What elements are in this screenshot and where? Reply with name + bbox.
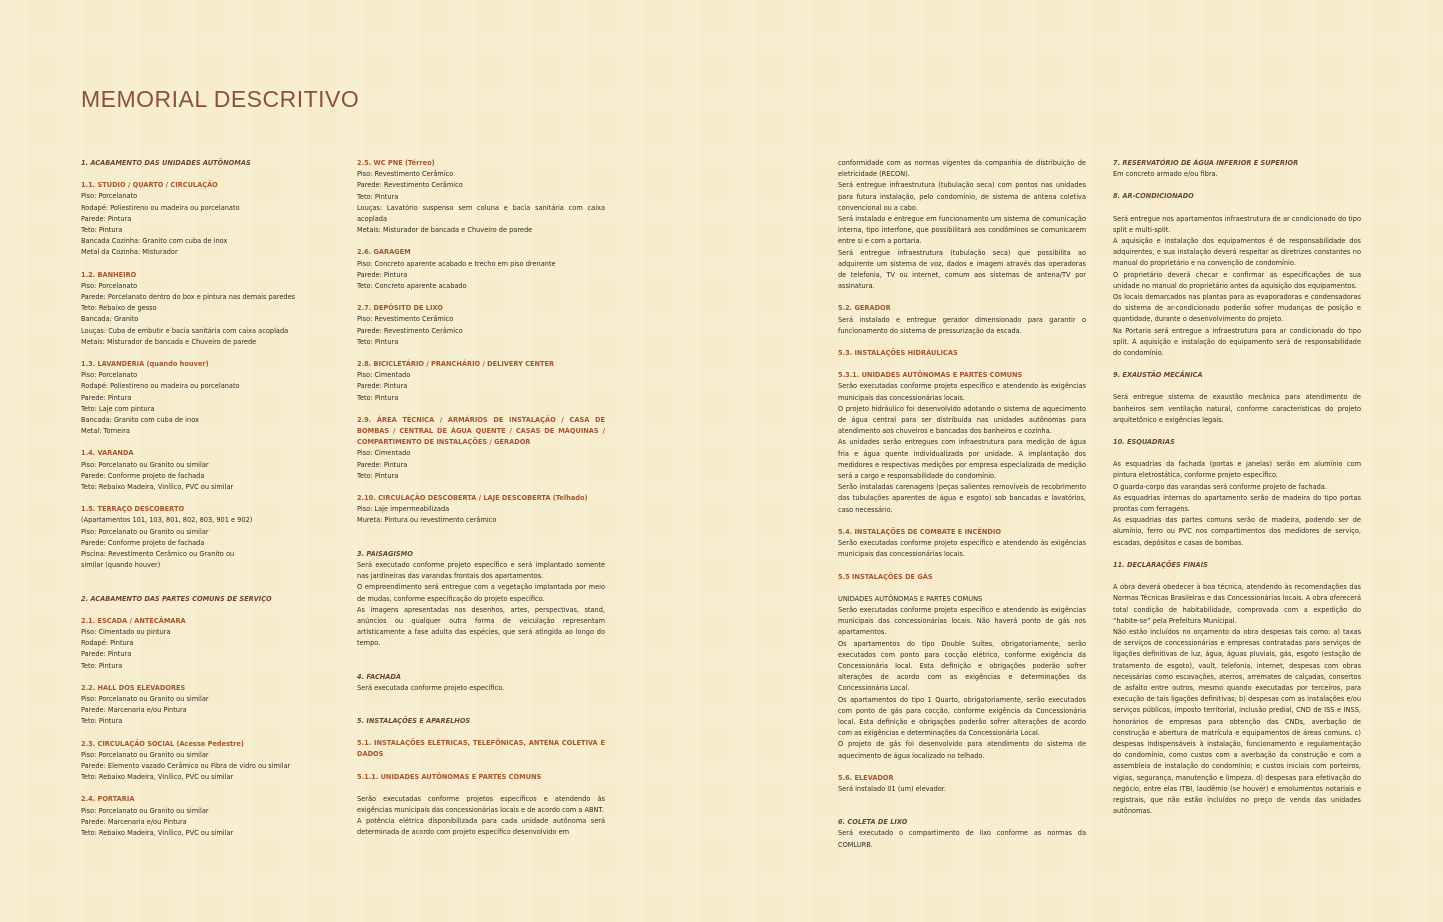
- body-text: Metais: Misturador de bancada e Chuveiro de parede: [357, 226, 533, 235]
- body-text: Teto: Pintura: [357, 192, 399, 201]
- body-text: Será executado o compartimento de lixo conforme as normas da COMLURB.: [838, 829, 1086, 849]
- text-column-2: [357, 158, 605, 839]
- spacer: [81, 493, 329, 504]
- body-text: Piscina: Revestimento Cerâmico ou Granito ou: [81, 550, 235, 559]
- subsection-heading: 2.4. PORTARIA: [81, 795, 135, 804]
- body-text: Parede: Marcenaria e/ou Pintura: [81, 817, 187, 826]
- page-title: MEMORIAL DESCRITIVO: [81, 86, 360, 112]
- spacer: [357, 527, 605, 538]
- body-text: Teto: Pintura: [357, 393, 399, 402]
- body-text: Piso: Porcelanato: [81, 192, 138, 201]
- body-text: Teto: Rebaixo Madeira, Vinílico, PVC ou similar: [81, 773, 234, 782]
- spacer: [838, 762, 1086, 773]
- subsection-heading: 5.6. ELEVADOR: [838, 773, 894, 782]
- subsection-heading: 2.9. ÁREA TÉCNICA / ARMÁRIOS DE INSTALAÇÃO / CASA DE BOMBAS / CENTRAL DE ÁGUA QUENTE / CASAS DE MÁQUINAS / COMPARTIMENTO DE INSTALAÇÕES / GERADOR: [357, 415, 605, 447]
- body-text: Teto: Pintura: [81, 717, 123, 726]
- section-heading: 4. FACHADA: [357, 672, 401, 681]
- spacer: [838, 359, 1086, 370]
- spacer: [357, 694, 605, 705]
- body-text: Bancada: Granito com cuba de inox: [81, 416, 199, 425]
- subsection-heading: 5.1.1. UNIDADES AUTÔNOMAS E PARTES COMUNS: [357, 772, 542, 781]
- subsection-heading: 5.1. INSTALAÇÕES ELÉTRICAS, TELEFÔNICAS, ANTENA COLETIVA E DADOS: [357, 739, 605, 759]
- spacer: [357, 705, 605, 716]
- body-text: Piso: Porcelanato ou Granito ou similar: [81, 527, 209, 536]
- body-text: (Apartamentos 101, 103, 801, 802, 803, 901 e 902): [81, 516, 253, 525]
- body-text: Em concreto armado e/ou fibra.: [1113, 170, 1218, 179]
- subsection-heading: 2.8. BICICLETÁRIO / PRANCHÁRIO / DELIVERY CENTER: [357, 360, 555, 369]
- body-text: Rodapé: Pintura: [81, 639, 134, 648]
- body-text: Bancada Cozinha: Granito com cuba de inox: [81, 237, 228, 246]
- body-text: As esquadrias da fachada (portas e janelas) serão em alumínio com pintura eletrostática, conforme projeto específico.: [1113, 460, 1361, 480]
- body-text: Será entregue nos apartamentos infraestrutura de ar condicionado do tipo split e multi-split.: [1113, 214, 1361, 234]
- spacer: [1113, 571, 1361, 582]
- body-text: Piso: Cimentado: [357, 371, 411, 380]
- body-text: Serão executadas conforme projetos específicos e atendendo às exigências municipais das concessionárias locais e de acordo com a ABNT.: [357, 794, 605, 814]
- section-heading: 3. PAISAGISMO: [357, 549, 413, 558]
- body-text: Metal: Torneira: [81, 427, 130, 436]
- spacer: [81, 169, 329, 180]
- body-text: Parede: Porcelanato dentro do box e pintura nas demais paredes: [81, 293, 296, 302]
- subsection-heading: 1.3. LAVANDERIA (quando houver): [81, 360, 209, 369]
- subsection-heading: 2.5. WC PNE (Térreo): [357, 159, 435, 167]
- spacer: [838, 561, 1086, 572]
- body-text: Metais: Misturador de bancada e Chuveiro de parede: [81, 337, 257, 346]
- spacer: [81, 583, 329, 594]
- body-text: Teto: Concreto aparente acabado: [357, 282, 467, 291]
- body-text: Teto: Pintura: [357, 471, 399, 480]
- body-text: Os locais demarcados nas plantas para as evaporadoras e condensadoras do sistema de ar-condicionado poderão sofrer mudanças de posição e quantidade, durante o desenvolvimento do projeto.: [1113, 293, 1361, 324]
- body-text: As esquadrias internas do apartamento serão de madeira do tipo portas prontas com ferragens.: [1113, 493, 1361, 514]
- text-column-4: [1113, 158, 1361, 817]
- body-text: Parede: Pintura: [81, 214, 132, 223]
- spacer: [1113, 359, 1361, 370]
- section-heading: 8. AR-CONDICIONADO: [1113, 192, 1194, 201]
- section-heading: 2. ACABAMENTO DAS PARTES COMUNS DE SERVIÇO: [81, 594, 272, 603]
- subsection-heading: 2.7. DEPÓSITO DE LIXO: [357, 304, 443, 313]
- body-text: Será entregue infraestrutura (tubulação seca) com pontos nas unidades para futura instalação, pelo condomínio, de sistema de antena coletiva convencional ou a cabo.: [838, 181, 1086, 212]
- subsection-heading: 2.6. GARAGEM: [357, 248, 411, 257]
- spacer: [1113, 381, 1361, 392]
- spacer: [357, 538, 605, 549]
- section-heading: 7. RESERVATÓRIO DE ÁGUA INFERIOR E SUPERIOR: [1113, 159, 1299, 167]
- body-text: Louças: Cuba de embutir e bacia sanitária com caixa acoplada: [81, 326, 289, 335]
- body-text: Teto: Rebaixo Madeira, Vinílico, PVC ou similar: [81, 828, 234, 837]
- spacer: [357, 404, 605, 415]
- body-text: Teto: Rebaixo de gesso: [81, 304, 157, 313]
- spacer: [357, 236, 605, 247]
- section-heading: 6. COLETA DE LIXO: [838, 818, 908, 827]
- body-text: Será instalado e entregue gerador dimensionado para garantir o funcionamento do sistema de pressurização da escada.: [838, 315, 1086, 335]
- body-text: A obra deverá obedecer à boa técnica, atendendo às recomendações das Normas Técnicas Brasileiras e das Concessionárias locais. A obra oferecerá total condição de habitabilidade, comprovada com a expedição do “habite-se” pela Prefeitura Municipal.: [1113, 583, 1361, 625]
- body-text: Piso: Porcelanato: [81, 371, 138, 380]
- subsection-heading: 1.1. STUDIO / QUARTO / CIRCULAÇÃO: [81, 181, 218, 190]
- spacer: [81, 348, 329, 359]
- section-heading: 11. DECLARAÇÕES FINAIS: [1113, 560, 1208, 569]
- body-text: Os apartamentos do tipo Double Suítes, obrigatoriamente, serão executados com ponto para cocção elétrico, conforme exigência da Concessionária local. Esta definição e obrigações poderão sofrer alterações de acordo com as exigências e determinações da Concessionária Local.: [838, 639, 1086, 693]
- subsection-heading: 5.5 INSTALAÇÕES DE GÁS: [838, 572, 933, 581]
- body-text: Serão instaladas carenagens (peças salientes removíveis de recobrimento das tubulações aparentes de água e esgoto) sob bancadas e lavatórios, caso necessário.: [838, 483, 1086, 514]
- subsection-heading: 5.3.1. UNIDADES AUTÔNOMAS E PARTES COMUNS: [838, 371, 1023, 380]
- body-text: Piso: Revestimento Cerâmico: [357, 170, 454, 179]
- body-text: O projeto hidráulico foi desenvolvido adotando o sistema de aquecimento de água central para ser distribuída nas unidades autônomas para atendimento aos chuveiros e bancadas dos banheiros e cozinha.: [838, 404, 1086, 436]
- subsection-heading: 5.2. GERADOR: [838, 304, 891, 313]
- subsection-heading: 5.4. INSTALAÇÕES DE COMBATE E INCÊNDIO: [838, 527, 1001, 536]
- section-heading: 5. INSTALAÇÕES E APARELHOS: [357, 716, 471, 725]
- section-heading: 9. EXAUSTÃO MECÂNICA: [1113, 371, 1203, 380]
- body-text: Louças: Lavatório suspenso sem coluna e bacia sanitária com caixa acoplada: [357, 203, 605, 224]
- body-text: As esquadrias das partes comuns serão de madeira, podendo ser de alumínio, ferro ou PVC nos compartimentos dos medidores de serviço, escadas, depósitos e casas de bombas.: [1113, 516, 1361, 547]
- spacer: [838, 795, 1086, 806]
- spacer: [1113, 203, 1361, 214]
- body-text: Serão executadas conforme projeto específico e atendendo às exigências municipais das concessionárias locais.: [838, 539, 1086, 559]
- body-text: Parede: Pintura: [81, 393, 132, 402]
- spacer: [81, 259, 329, 270]
- body-text: Piso: Porcelanato: [81, 281, 138, 290]
- body-text: Piso: Laje impermeabilizada: [357, 505, 450, 514]
- body-text: Parede: Pintura: [357, 270, 408, 279]
- subsection-heading: 2.2. HALL DOS ELEVADORES: [81, 683, 186, 692]
- spacer: [357, 482, 605, 493]
- spacer: [81, 437, 329, 448]
- spacer: [357, 783, 605, 794]
- body-text: Piso: Porcelanato ou Granito ou similar: [81, 460, 209, 469]
- body-text: Será instalado e entregue em funcionamento um sistema de comunicação interna, tipo interfone, que possibilitará aos condôminos se comunicarem entre si e com a portaria.: [838, 215, 1086, 246]
- body-text: Parede: Elemento vazado Cerâmico ou Fibra de vidro ou similar: [81, 761, 291, 770]
- body-text: Será entregue sistema de exaustão mecânica para atendimento de banheiros sem ventilação natural, conforme características do projeto arquitetônico e exigências legais.: [1113, 393, 1361, 424]
- body-text: O guarda-corpo das varandas será conforme projeto de fachada.: [1113, 482, 1327, 491]
- body-text: Metal da Cozinha: Misturador: [81, 248, 178, 257]
- body-text: Será instalado 01 (um) elevador.: [838, 784, 946, 793]
- body-text: Os apartamentos do tipo 1 Quarto, obrigatoriamente, serão executados com ponto de gás para cocção, conforme exigência da Concessionária local. Esta definição e obrigações poderão sofrer alterações de acordo com as exigências e determinações da Concessionária Local.: [838, 695, 1086, 738]
- subsection-heading: 5.3. INSTALAÇÕES HIDRÁULICAS: [838, 349, 958, 358]
- spacer: [1113, 448, 1361, 459]
- body-text: A aquisição e instalação dos equipamentos é de responsabilidade dos adquirentes, e sua instalação deverá respeitar as diretrizes constantes no manual do proprietário e na convenção de condomínio.: [1113, 237, 1361, 268]
- body-text: O empreendimento será entregue com a vegetação implantada por meio de mudas, conforme especificação do projeto específico.: [357, 583, 605, 603]
- text-column-3: [838, 158, 1086, 851]
- subsection-heading: 1.4. VARANDA: [81, 449, 134, 458]
- body-text: Parede: Pintura: [357, 382, 408, 391]
- body-text: Teto: Pintura: [81, 226, 123, 235]
- body-text: conformidade com as normas vigentes da companhia de distribuição de eletricidade (RECON).: [838, 159, 1086, 179]
- subsection-heading: 2.1. ESCADA / ANTECÂMARA: [81, 616, 186, 625]
- spacer: [357, 727, 605, 738]
- body-text: UNIDADES AUTÔNOMAS E PARTES COMUNS: [838, 594, 983, 603]
- spacer: [1113, 549, 1361, 560]
- body-text: Teto: Pintura: [357, 337, 399, 346]
- body-text: Parede: Conforme projeto de fachada: [81, 538, 205, 547]
- text-column-1: [81, 158, 329, 839]
- spacer: [1113, 180, 1361, 191]
- body-text: Não estão incluídos no orçamento da obra despesas tais como: a) taxas de serviços de concessionárias e empresas contratadas para serviços de ligações definitivas de luz, água, águas pluviais, gás, esgoto (estação de tratamento de esgoto), vault, telefonia, internet, despesas com obras necessárias como escavações, aterros, arremates de calçadas, consertos de asfalto entre outros, mesmo quando executadas por terceiros, para execução de tais ligações definitivas; b) despesas com as instalações e/ou serviços públicos, imposto territorial, inclusão predial, CND de ISS e INSS, honorários de empresas para obtenção das CNDs, averbação de construção e abertura de matrícula e equipamentos de áreas comuns. c) despesas indispensáveis à instalação, funcionamento e regulamentação do condomínio, como custos com a averbação da construção e com a assembleia de instalação do condomínio; e custos iniciais com porteiros, vigias, segurança, manutenção e limpeza. d) despesas para efetivação do negócio, entre elas ITBI, laudêmio (se houver) e emolumentos notariais e registrais, que não estão incluídos no preço de venda das unidades autônomas.: [1113, 627, 1361, 816]
- body-text: similar (quando houver): [81, 561, 161, 570]
- body-text: Serão executadas conforme projeto específico e atendendo às exigências municipais das concessionárias locais.: [838, 382, 1086, 402]
- spacer: [357, 661, 605, 672]
- subsection-heading: 2.3. CIRCULAÇÃO SOCIAL (Acesso Pedestre): [81, 739, 244, 748]
- spacer: [838, 583, 1086, 594]
- body-text: Parede: Marcenaria e/ou Pintura: [81, 706, 187, 715]
- body-text: Teto: Laje com pintura: [81, 404, 155, 413]
- body-text: Teto: Pintura: [81, 661, 123, 670]
- body-text: Será executado conforme projeto específico e será implantado somente nas jardineiras das varandas frontais dos apartamentos.: [357, 560, 605, 581]
- body-text: Teto: Rebaixo Madeira, Vinílico, PVC ou similar: [81, 483, 234, 492]
- body-text: Será entregue infraestrutura (tubulação seca) que possibilita ao adquirente um sistema de voz, dados e imagem através das operadoras de telefonia, TV ou internet, comum aos sistemas de antena/TV por assinatura.: [838, 248, 1086, 291]
- body-text: Rodapé: Poliestireno ou madeira ou porcelanato: [81, 382, 240, 391]
- subsection-heading: 2.10. CIRCULAÇÃO DESCOBERTA / LAJE DESCOBERTA (Telhado): [357, 494, 588, 503]
- spacer: [81, 672, 329, 683]
- spacer: [81, 783, 329, 794]
- body-text: As imagens apresentadas nos desenhos, artes, perspectivas, stand, anúncios ou qualquer outra forma de veiculação representam artisticamente a fase adulta das espécies, que será atingida ao longo do tempo.: [357, 605, 605, 648]
- spacer: [357, 650, 605, 661]
- body-text: Piso: Porcelanato ou Granito ou similar: [81, 806, 209, 815]
- body-text: Parede: Pintura: [357, 460, 408, 469]
- body-text: Piso: Cimentado ou pintura: [81, 627, 171, 636]
- spacer: [838, 292, 1086, 303]
- section-heading: 1. ACABAMENTO DAS UNIDADES AUTÔNOMAS: [81, 159, 251, 167]
- body-text: A potência elétrica disponibilizada para cada unidade autônoma será determinada de acordo com projeto específico desenvolvido em: [357, 817, 605, 837]
- spacer: [81, 572, 329, 583]
- body-text: Piso: Porcelanato ou Granito ou similar: [81, 750, 209, 759]
- body-text: O projeto de gás foi desenvolvido para atendimento do sistema de aquecimento de água localizado no telhado.: [838, 740, 1086, 760]
- body-text: Piso: Concreto aparente acabado e trecho em piso drenante: [357, 259, 556, 268]
- spacer: [357, 761, 605, 772]
- body-text: Rodapé: Poliestireno ou madeira ou porcelanato: [81, 203, 240, 212]
- spacer: [357, 348, 605, 359]
- body-text: Piso: Porcelanato ou Granito ou similar: [81, 694, 209, 703]
- body-text: Parede: Pintura: [81, 650, 132, 659]
- body-text: Piso: Cimentado: [357, 449, 411, 458]
- spacer: [838, 516, 1086, 527]
- body-text: Será executada conforme projeto específico.: [357, 683, 505, 692]
- subsection-heading: 1.5. TERRAÇO DESCOBERTO: [81, 505, 185, 514]
- body-text: Bancada: Granito: [81, 315, 139, 324]
- body-text: Parede: Revestimento Cerâmico: [357, 181, 463, 190]
- spacer: [838, 806, 1086, 817]
- body-text: Serão executadas conforme projeto específico e atendendo às exigências municipais das concessionárias locais. Não haverá ponto de gás nos apartamentos.: [838, 605, 1086, 637]
- spacer: [1113, 426, 1361, 437]
- subsection-heading: 1.2. BANHEIRO: [81, 270, 137, 279]
- spacer: [81, 728, 329, 739]
- spacer: [357, 292, 605, 303]
- body-text: Na Portaria será entregue a infraestrutura para ar condicionado do tipo split. A aquisição e instalação do equipamento será de responsabilidade do condomínio.: [1113, 326, 1361, 358]
- body-text: Parede: Conforme projeto de fachada: [81, 471, 205, 480]
- body-text: As unidades serão entregues com infraestrutura para medição de água fria e água quente individualizada por unidade. A implantação dos medidores e respectivas medições por empresa especializada de medição será a cargo e responsabilidade do condomínio.: [838, 438, 1086, 481]
- spacer: [838, 337, 1086, 348]
- spacer: [81, 605, 329, 616]
- body-text: Piso: Revestimento Cerâmico: [357, 315, 454, 324]
- body-text: Parede: Revestimento Cerâmico: [357, 326, 463, 335]
- section-heading: 10. ESQUADRIAS: [1113, 438, 1175, 447]
- body-text: Mureta: Pintura ou revestimento cerâmico: [357, 516, 497, 525]
- body-text: O proprietário deverá checar e confirmar as especificações de sua unidade no manual do proprietário antes da aquisição dos equipamentos.: [1113, 270, 1361, 290]
